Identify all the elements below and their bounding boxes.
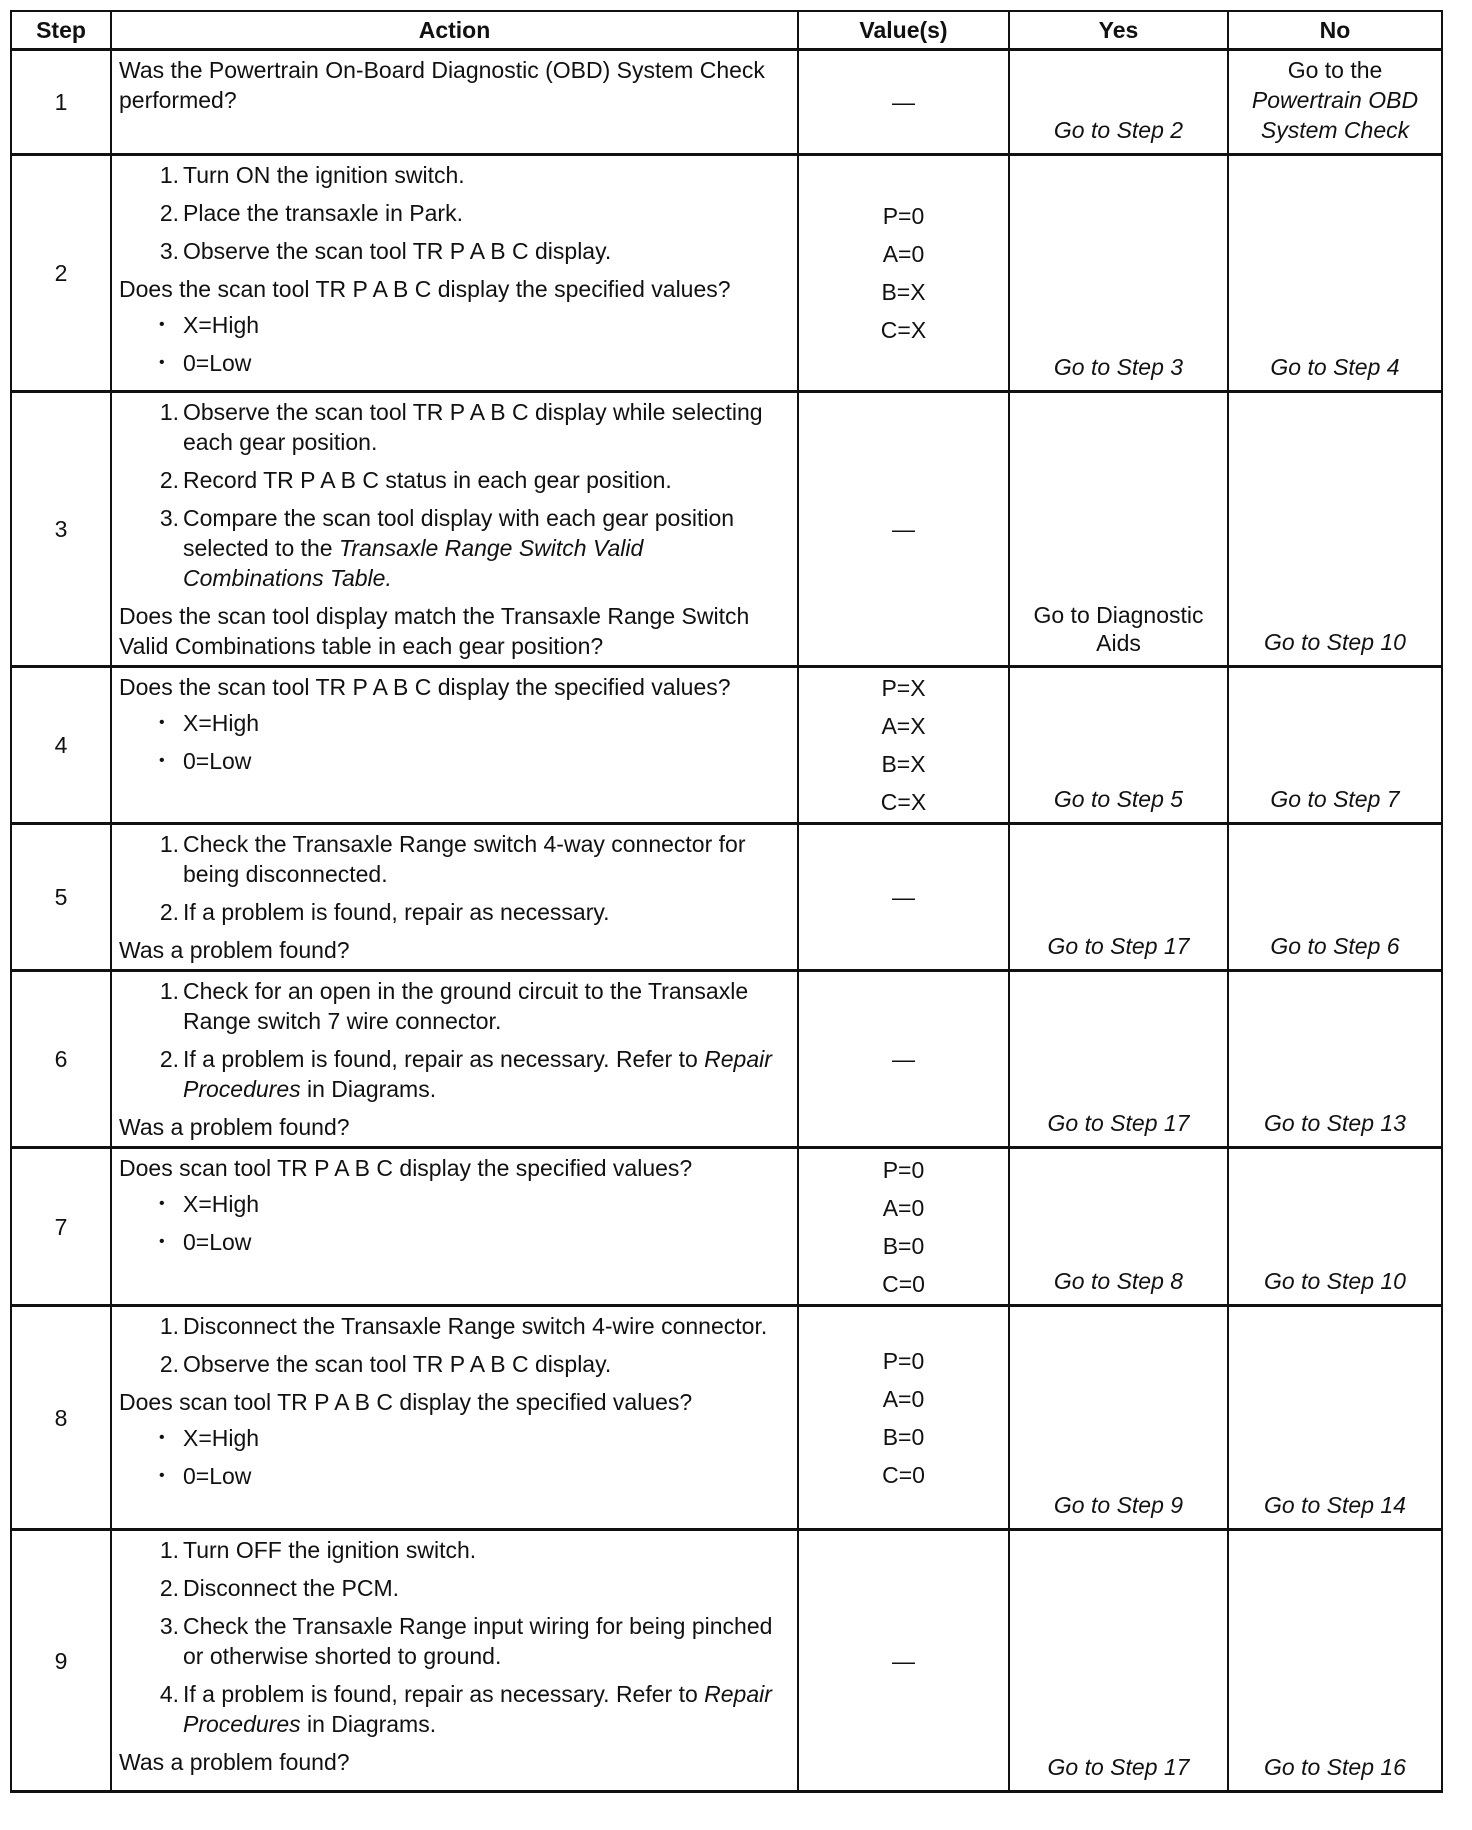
values-cell	[798, 971, 1009, 1148]
table-row-step-7	[11, 1148, 1442, 1306]
legend-item: • 0=Low	[119, 746, 789, 776]
action-steps	[119, 1311, 789, 1379]
action-cell	[111, 1530, 798, 1792]
action-step: 1. Disconnect the Transaxle Range switch 4-wire connector.	[159, 1313, 768, 1339]
no-cell: Go to Step 16	[1228, 1530, 1442, 1792]
value: P=0	[882, 1347, 925, 1374]
header-yes: Yes	[1009, 11, 1228, 50]
legend-item: • 0=Low	[119, 1461, 789, 1491]
action-question: Was a problem found?	[119, 1114, 350, 1140]
reference-link: Repair Procedures	[183, 1681, 772, 1737]
value: B=X	[881, 751, 926, 777]
legend-item: • X=High	[119, 708, 789, 738]
table-row-step-6	[11, 971, 1442, 1148]
step-number: 6	[11, 971, 111, 1148]
action-text: Does the scan tool TR P A B C display the specified values?	[119, 674, 731, 700]
diagnostic-table-page	[10, 10, 1443, 1793]
header-action: Action	[111, 11, 798, 50]
yes-cell: Go to Step 9	[1009, 1306, 1228, 1530]
reference-link: Transaxle Range Switch Valid Combinations Table.	[183, 535, 644, 591]
value: —	[892, 1647, 915, 1674]
value: P=0	[882, 1156, 925, 1183]
value: —	[892, 1046, 915, 1072]
action-step: 2. Record TR P A B C status in each gear position.	[159, 467, 672, 493]
yes-cell: Go to Step 3	[1009, 155, 1228, 392]
action-step: 2. Observe the scan tool TR P A B C display.	[159, 1351, 612, 1377]
yes-cell: Go to Step 5	[1009, 667, 1228, 824]
table-row-step-4	[11, 667, 1442, 824]
table-row-step-2	[11, 155, 1442, 392]
step-number: 8	[11, 1306, 111, 1530]
value: A=0	[882, 241, 925, 267]
table-row-step-5	[11, 824, 1442, 971]
step-number: 9	[11, 1530, 111, 1792]
values-cell	[798, 667, 1009, 824]
no-cell: Go to Step 7	[1228, 667, 1442, 824]
value: —	[892, 89, 915, 115]
action-step: 3. Check the Transaxle Range input wiring for being pinched or otherwise shorted to ground.	[159, 1613, 773, 1669]
value: C=0	[882, 1461, 925, 1488]
action-cell	[111, 971, 798, 1148]
yes-cell: Go to Step 8	[1009, 1148, 1228, 1306]
values-cell	[798, 392, 1009, 667]
no-cell: Go to Step 14	[1228, 1306, 1442, 1530]
header-values: Value(s)	[798, 11, 1009, 50]
legend-item: • X=High	[119, 310, 789, 340]
action-cell	[111, 50, 798, 155]
action-step: 1. Turn OFF the ignition switch.	[159, 1537, 477, 1563]
action-step: 4. If a problem is found, repair as necessary. Refer to Repair Procedures in Diagrams.	[159, 1681, 772, 1737]
legend-list	[119, 1423, 789, 1491]
header-no: No	[1228, 11, 1442, 50]
step-number: 1	[11, 50, 111, 155]
step-number: 4	[11, 667, 111, 824]
value: B=0	[882, 1423, 925, 1450]
action-step: 2. If a problem is found, repair as necessary. Refer to Repair Procedures in Diagrams.	[159, 1046, 772, 1102]
action-cell	[111, 1148, 798, 1306]
step-number: 3	[11, 392, 111, 667]
values-cell	[798, 155, 1009, 392]
legend-item: • 0=Low	[119, 348, 789, 378]
action-cell	[111, 392, 798, 667]
value: P=0	[882, 203, 925, 229]
diagnostic-table	[10, 10, 1443, 1793]
values-cell	[798, 1306, 1009, 1530]
action-step: 1. Observe the scan tool TR P A B C display while selecting each gear position.	[159, 399, 763, 455]
action-step: 1. Turn ON the ignition switch.	[159, 162, 465, 188]
action-cell	[111, 1306, 798, 1530]
action-step: 3. Observe the scan tool TR P A B C display.	[159, 238, 612, 264]
action-question: Does the scan tool display match the Transaxle Range Switch Valid Combinations table in each gear position?	[119, 603, 750, 659]
table-row-step-8	[11, 1306, 1442, 1530]
value: C=0	[882, 1270, 925, 1297]
values-cell	[798, 824, 1009, 971]
action-question: Does the scan tool TR P A B C display the specified values?	[119, 276, 731, 302]
table-row-step-1	[11, 50, 1442, 155]
action-step: 2. Disconnect the PCM.	[159, 1575, 400, 1601]
value: C=X	[880, 789, 927, 815]
value: —	[892, 884, 915, 910]
action-steps	[119, 976, 789, 1104]
header-step: Step	[11, 11, 111, 50]
action-steps	[119, 1535, 789, 1739]
values-cell	[798, 1530, 1009, 1792]
no-cell: Go to Step 10	[1228, 1148, 1442, 1306]
yes-cell: Go to Step 2	[1009, 50, 1228, 155]
action-step: 2. Place the transaxle in Park.	[159, 200, 463, 226]
legend-item: • X=High	[119, 1423, 789, 1453]
step-number: 7	[11, 1148, 111, 1306]
values-cell	[798, 1148, 1009, 1306]
legend-list	[119, 1189, 789, 1257]
no-text: Go to the	[1287, 57, 1383, 83]
yes-cell: Go to Step 17	[1009, 1530, 1228, 1792]
action-question: Does scan tool TR P A B C display the specified values?	[119, 1389, 693, 1415]
table-row-step-9	[11, 1530, 1442, 1792]
action-steps	[119, 160, 789, 266]
action-question: Was a problem found?	[119, 937, 350, 963]
no-cell: Go to Step 10	[1228, 392, 1442, 667]
legend-item: • 0=Low	[119, 1227, 789, 1257]
no-link-line: Powertrain OBD	[1251, 87, 1419, 113]
yes-cell: Go to Diagnostic Aids	[1009, 392, 1228, 667]
legend-item: • X=High	[119, 1189, 789, 1219]
table-row-step-3	[11, 392, 1442, 667]
action-step: 1. Check the Transaxle Range switch 4-way connector for being disconnected.	[159, 831, 746, 887]
value: A=0	[882, 1385, 925, 1412]
step-number: 2	[11, 155, 111, 392]
no-cell	[1228, 50, 1442, 155]
action-cell	[111, 667, 798, 824]
value: A=0	[882, 1194, 925, 1221]
values-cell	[798, 50, 1009, 155]
yes-cell: Go to Step 17	[1009, 971, 1228, 1148]
action-text: Does scan tool TR P A B C display the specified values?	[119, 1155, 693, 1181]
no-cell: Go to Step 13	[1228, 971, 1442, 1148]
no-cell: Go to Step 6	[1228, 824, 1442, 971]
value: B=0	[882, 1232, 925, 1259]
action-steps	[119, 829, 789, 927]
yes-cell: Go to Step 17	[1009, 824, 1228, 971]
value: P=X	[881, 675, 926, 701]
action-step: 1. Check for an open in the ground circuit to the Transaxle Range switch 7 wire connector.	[159, 978, 749, 1034]
value: B=X	[881, 279, 926, 305]
action-text: Was the Powertrain On-Board Diagnostic (OBD) System Check performed?	[119, 57, 765, 113]
value: C=X	[880, 317, 927, 343]
value: —	[892, 516, 915, 542]
action-cell	[111, 155, 798, 392]
action-step: 2. If a problem is found, repair as necessary.	[159, 899, 610, 925]
legend-list	[119, 310, 789, 378]
table-header-row	[11, 11, 1442, 50]
reference-link: Repair Procedures	[183, 1046, 772, 1102]
action-steps	[119, 397, 789, 593]
step-number: 5	[11, 824, 111, 971]
no-cell: Go to Step 4	[1228, 155, 1442, 392]
value: A=X	[881, 713, 926, 739]
action-step: 3. Compare the scan tool display with each gear position selected to the Transaxle Range Switch Valid Combinations Table.	[159, 505, 735, 591]
legend-list	[119, 708, 789, 776]
action-cell	[111, 824, 798, 971]
action-question: Was a problem found?	[119, 1749, 350, 1775]
no-link-line: System Check	[1260, 117, 1410, 143]
